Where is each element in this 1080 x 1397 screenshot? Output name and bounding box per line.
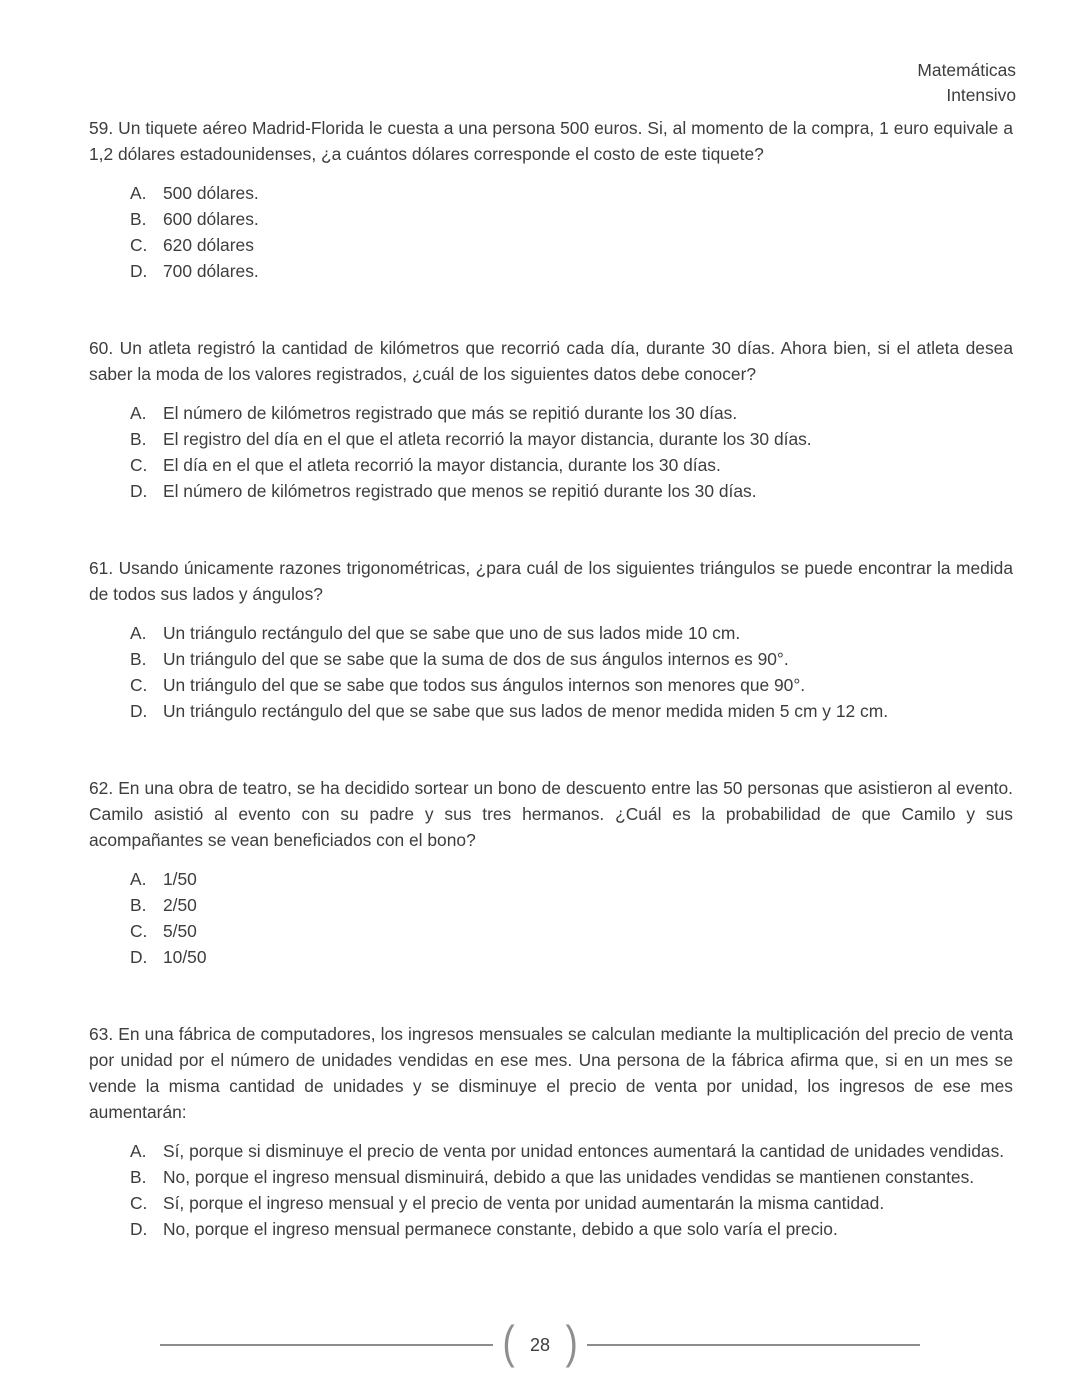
answer-option (130, 892, 1013, 918)
option-text: 5/50 (163, 921, 197, 941)
option-letter: B. (130, 895, 147, 915)
option-letter: C. (130, 675, 148, 695)
option-letter: D. (130, 261, 148, 281)
option-text: No, porque el ingreso mensual disminuirá, debido a que las unidades vendidas se mantienen constantes. (163, 1167, 975, 1187)
option-text: Sí, porque si disminuye el precio de venta por unidad entonces aumentará la cantidad de unidades vendidas. (163, 1141, 1005, 1161)
option-letter: D. (130, 701, 148, 721)
page-number: 28 (529, 1334, 551, 1355)
answer-option (130, 180, 1013, 206)
option-letter: A. (130, 869, 147, 889)
answer-option (130, 620, 1013, 646)
option-text: 1/50 (163, 869, 197, 889)
question-number: 62. (89, 778, 114, 798)
answer-option (130, 1164, 1013, 1190)
question-text: 60. Un atleta registró la cantidad de kilómetros que recorrió cada día, durante 30 días. Ahora bien, si el atleta desea saber la moda de los valores registrados, ¿cuál de los siguientes datos debe conocer? (89, 338, 1013, 384)
answer-option (130, 698, 1013, 724)
option-text: Un triángulo rectángulo del que se sabe que uno de sus lados mide 10 cm. (163, 623, 741, 643)
answer-option (130, 232, 1013, 258)
option-letter: B. (130, 429, 147, 449)
options-list (89, 1138, 1013, 1242)
option-text: 2/50 (163, 895, 197, 915)
footer-rule-right (587, 1344, 920, 1346)
option-letter: D. (130, 481, 148, 501)
answer-option (130, 646, 1013, 672)
footer-rule-left (160, 1344, 493, 1346)
answer-option (130, 426, 1013, 452)
option-text: 700 dólares. (163, 261, 259, 281)
answer-option (130, 1138, 1013, 1164)
page-footer (0, 1318, 1080, 1372)
page-header (917, 58, 1016, 108)
option-letter: B. (130, 209, 147, 229)
answer-option (130, 866, 1013, 892)
option-text: El día en el que el atleta recorrió la mayor distancia, durante los 30 días. (163, 455, 721, 475)
answer-option (130, 206, 1013, 232)
left-bracket-icon: ( (502, 1316, 515, 1368)
option-text: 600 dólares. (163, 209, 259, 229)
question-number: 61. (89, 558, 114, 578)
answer-option (130, 258, 1013, 284)
question-text: 61. Usando únicamente razones trigonométricas, ¿para cuál de los siguientes triángulos se puede encontrar la medida de todos sus lados y ángulos? (89, 558, 1013, 604)
option-letter: C. (130, 1193, 148, 1213)
option-letter: A. (130, 183, 147, 203)
answer-option (130, 944, 1013, 970)
answer-option (130, 1190, 1013, 1216)
option-text: No, porque el ingreso mensual permanece constante, debido a que solo varía el precio. (163, 1219, 838, 1239)
option-text: El número de kilómetros registrado que menos se repitió durante los 30 días. (163, 481, 757, 501)
option-letter: A. (130, 1141, 147, 1161)
right-bracket-icon: ) (565, 1316, 578, 1368)
question-number: 63. (89, 1024, 114, 1044)
option-text: El registro del día en el que el atleta recorrió la mayor distancia, durante los 30 días. (163, 429, 812, 449)
options-list (89, 180, 1013, 284)
option-letter: D. (130, 1219, 148, 1239)
question-number: 60. (89, 338, 114, 358)
options-list (89, 400, 1013, 504)
answer-option (130, 478, 1013, 504)
option-letter: A. (130, 403, 147, 423)
option-letter: C. (130, 235, 148, 255)
answer-option (130, 452, 1013, 478)
question-number: 59. (89, 118, 114, 138)
answer-option (130, 1216, 1013, 1242)
options-list (89, 866, 1013, 970)
question-block (89, 1021, 1013, 1242)
option-text: Sí, porque el ingreso mensual y el precio de venta por unidad aumentarán la misma cantidad. (163, 1193, 885, 1213)
answer-option (130, 400, 1013, 426)
option-text: 10/50 (163, 947, 207, 967)
option-letter: A. (130, 623, 147, 643)
question-text: 62. En una obra de teatro, se ha decidido sortear un bono de descuento entre las 50 personas que asistieron al evento. Camilo asistió al evento con su padre y sus tres hermanos. ¿Cuál es la probabilidad de que Camilo y sus acompañantes se vean beneficiados con el bono? (89, 778, 1013, 850)
option-text: Un triángulo del que se sabe que todos sus ángulos internos son menores que 90°. (163, 675, 806, 695)
option-text: 500 dólares. (163, 183, 259, 203)
option-letter: C. (130, 921, 148, 941)
option-text: El número de kilómetros registrado que más se repitió durante los 30 días. (163, 403, 738, 423)
question-block (89, 335, 1013, 504)
question-text: 63. En una fábrica de computadores, los ingresos mensuales se calculan mediante la multiplicación del precio de venta por unidad por el número de unidades vendidas en ese mes. Una persona de la fábrica afirma que, si en un mes se vende la misma cantidad de unidades y se disminuye el precio de venta por unidad, los ingresos de ese mes aumentarán: (89, 1024, 1013, 1122)
options-list (89, 620, 1013, 724)
question-block (89, 555, 1013, 724)
option-letter: C. (130, 455, 148, 475)
option-text: Un triángulo del que se sabe que la suma de dos de sus ángulos internos es 90°. (163, 649, 789, 669)
question-text: 59. Un tiquete aéreo Madrid-Florida le cuesta a una persona 500 euros. Si, al momento de la compra, 1 euro equivale a 1,2 dólares estadounidenses, ¿a cuántos dólares corresponde el costo de este tiquete? (89, 118, 1013, 164)
questions-list (89, 115, 1013, 1242)
option-text: Un triángulo rectángulo del que se sabe que sus lados de menor medida miden 5 cm y 12 cm. (163, 701, 889, 721)
option-letter: D. (130, 947, 148, 967)
answer-option (130, 918, 1013, 944)
header-subtitle: Intensivo (946, 85, 1016, 105)
header-course-title: Matemáticas (917, 60, 1016, 80)
question-block (89, 775, 1013, 970)
option-letter: B. (130, 649, 147, 669)
answer-option (130, 672, 1013, 698)
option-text: 620 dólares (163, 235, 254, 255)
question-block (89, 115, 1013, 284)
option-letter: B. (130, 1167, 147, 1187)
